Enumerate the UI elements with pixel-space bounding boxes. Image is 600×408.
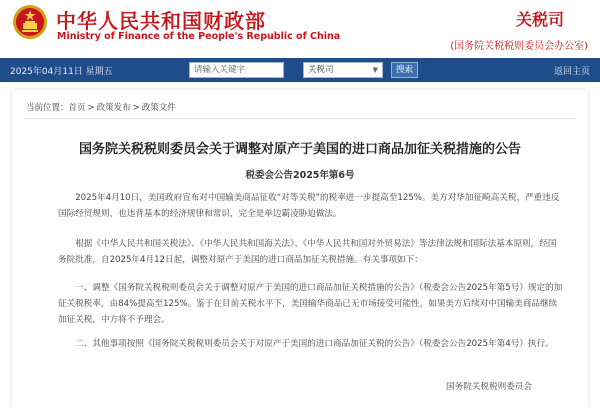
site-title-english: Ministry of Finance of the People's Republic of China bbox=[57, 31, 341, 42]
issuer-signature: 国务院关税税则委员会 bbox=[446, 382, 532, 392]
article-paragraph: 一、调整《国务院关税税则委员会关于调整对原产于美国的进口商品加征关税措施的公告》（税委会公告2025年第5号）规定的加征关税税率，由84%提高至125%。鉴于在目前关税水平下，美国输华商品已无市场接受可能性，如果美方后续对中国输美商品继续加征关税，中方将不予理会。 bbox=[58, 283, 563, 325]
article-paragraph: 2025年4月10日，美国政府宣布对中国输美商品征收“对等关税”的税率进一步提高至125%。美方对华加征畸高关税，严重违反国际经贸规则，也违背基本的经济规律和常识，完全是单边霸凌胁迫做法。 bbox=[58, 193, 560, 219]
current-date: 2025年04月11日 星期五 bbox=[10, 67, 113, 77]
divider bbox=[24, 118, 576, 119]
breadcrumb bbox=[26, 101, 176, 113]
article-paragraph: 根据《中华人民共和国关税法》、《中华人民共和国海关法》、《中华人民共和国对外贸易法》等法律法规和国际法基本原则，经国务院批准，自2025年4月12日起，调整对原产于美国的进口商品加征关税措施。有关事项如下： bbox=[58, 239, 557, 265]
search-scope-value: 关税司 bbox=[308, 65, 334, 75]
nav-search-bar bbox=[0, 58, 600, 82]
breadcrumb-item-home[interactable]: 首页 bbox=[68, 103, 86, 113]
site-title: 中华人民共和国财政部 bbox=[56, 9, 266, 33]
document-number: 税委会公告2025年第6号 bbox=[245, 170, 355, 181]
chevron-down-icon: ▼ bbox=[372, 66, 378, 74]
back-home-link[interactable]: 返回主页 bbox=[553, 67, 590, 77]
national-emblem-icon bbox=[12, 4, 48, 40]
search-input[interactable]: 请输入关键字 bbox=[189, 62, 284, 78]
article-title: 国务院关税税则委员会关于调整对原产于美国的进口商品加征关税措施的公告 bbox=[78, 142, 521, 157]
article-panel bbox=[12, 90, 588, 408]
breadcrumb-separator: > bbox=[87, 103, 95, 113]
search-button[interactable]: 搜索 bbox=[391, 62, 418, 78]
article-paragraph: 二、其他事项按照《国务院关税税则委员会关于对原产于美国的进口商品加征关税的公告》（税委会公告2025年第4号）执行。 bbox=[75, 339, 554, 349]
site-header bbox=[0, 0, 600, 58]
breadcrumb-item-policy-release[interactable]: 政策发布 bbox=[96, 103, 131, 113]
breadcrumb-separator: > bbox=[132, 103, 140, 113]
breadcrumb-item-policy-documents[interactable]: 政策文件 bbox=[141, 103, 176, 113]
department-name[interactable]: 关税司 bbox=[515, 10, 564, 29]
department-subtitle: (国务院关税税则委员会办公室) bbox=[450, 41, 588, 52]
search-scope-select[interactable] bbox=[303, 62, 383, 78]
breadcrumb-prefix: 当前位置： bbox=[26, 103, 69, 113]
